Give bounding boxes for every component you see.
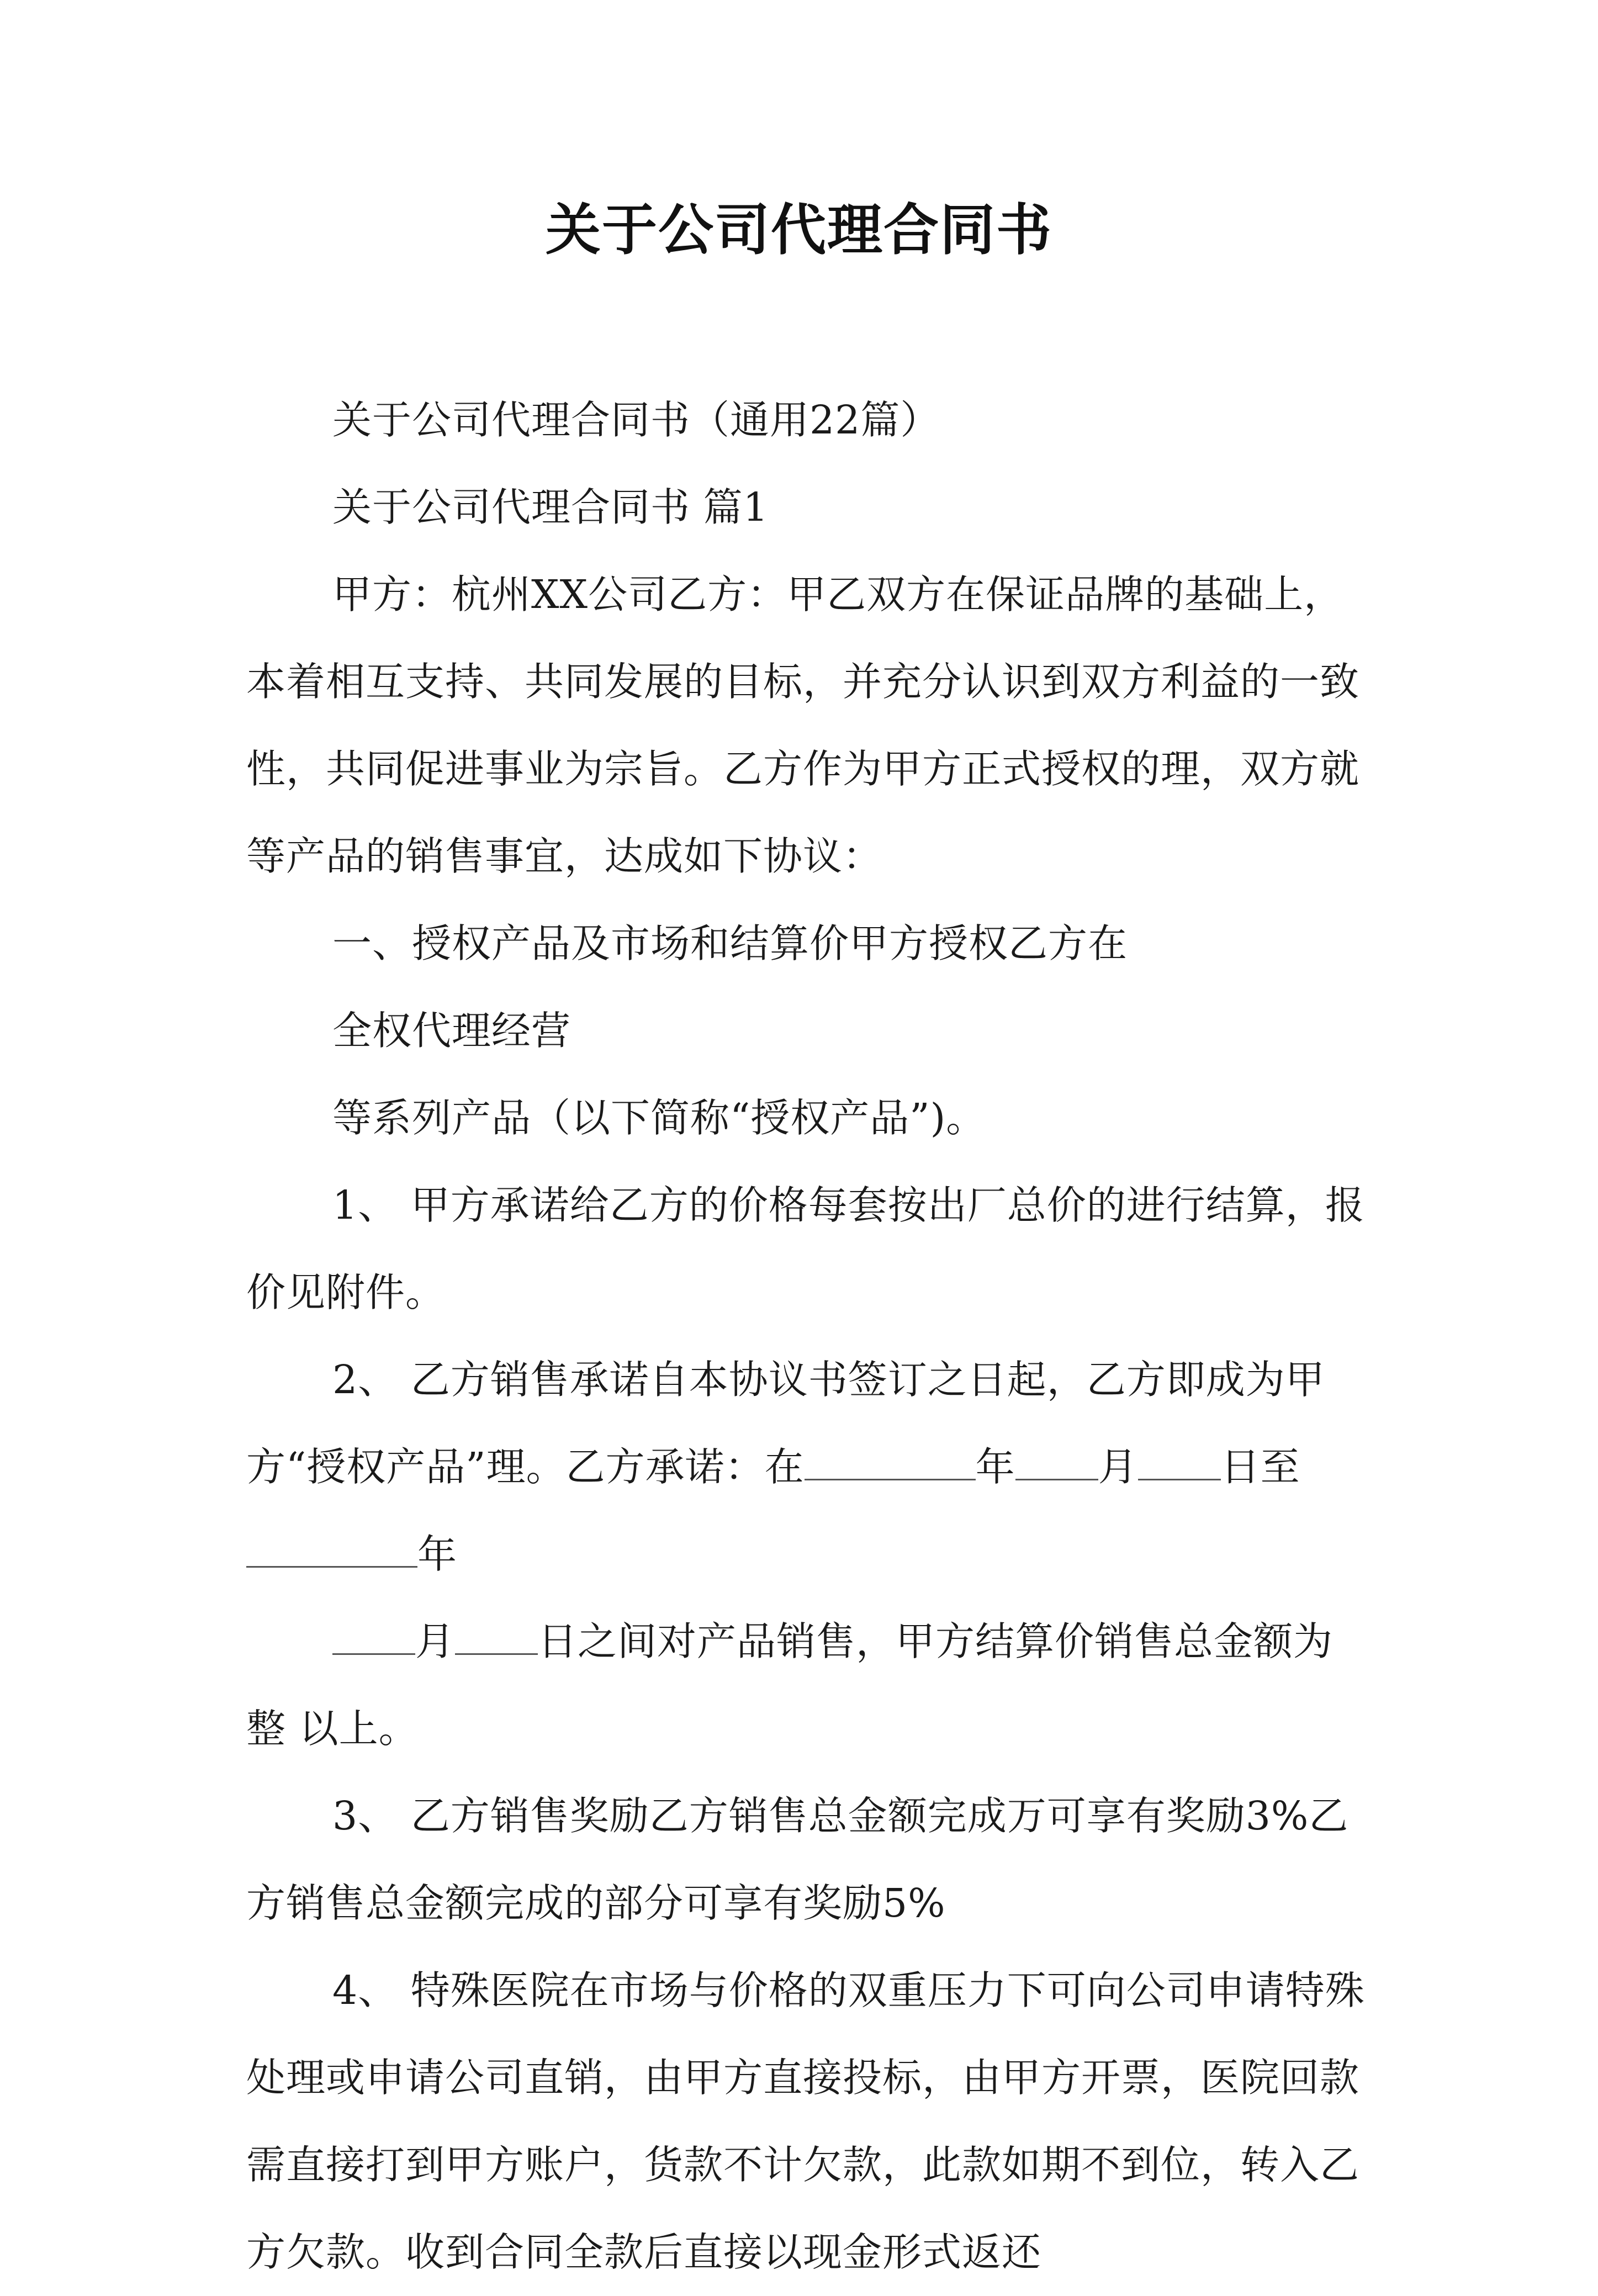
paragraph-item-3: 3、 乙方销售奖励乙方销售总金额完成万可享有奖励3%乙方销售总金额完成的部分可享有奖励5%	[246, 1793, 1349, 1926]
paragraph-item-1: 1、 甲方承诺给乙方的价格每套按出厂总价的进行结算，报价见附件。	[246, 1182, 1365, 1315]
blank-line	[246, 1533, 417, 1568]
paragraph-item-2	[246, 1336, 1369, 1598]
item-2-sales-text: 日之间对产品销售，甲方结算价销售总金额为 整 以上。	[246, 1618, 1334, 1752]
blank-line	[1015, 1446, 1098, 1480]
item-2-month-end: 月	[415, 1618, 456, 1664]
paragraph-item-4: 4、 特殊医院在市场与价格的双重压力下可向公司申请特殊处理或申请公司直销，由甲方直接投标，由甲方开票，医院回款需直接打到甲方账户，货款不计欠款，此款如期不到位，转入乙方欠款。收到合同全款后直接以现金形式返还	[246, 1967, 1365, 2275]
document-title: 关于公司代理合同书	[546, 198, 1052, 262]
blank-line	[805, 1446, 976, 1480]
paragraph-parties: 甲方：杭州XX公司乙方：甲乙双方在保证品牌的基础上，本着相互支持、共同发展的目标，并充分认识到双方利益的一致性，共同促进事业为宗旨。乙方作为甲方正式授权的理，双方就等产品的销售事宜，达成如下协议：	[246, 572, 1360, 879]
blank-line	[455, 1620, 538, 1655]
blank-line	[1138, 1446, 1221, 1480]
item-2-text: 2、 乙方销售承诺自本协议书签订之日起，乙方即成为甲方“授权产品”理。乙方承诺：在	[246, 1357, 1325, 1490]
blank-line	[332, 1620, 415, 1655]
item-2-year: 年	[975, 1444, 1015, 1490]
item-2-year-end: 年	[417, 1531, 458, 1577]
section-heading: 关于公司代理合同书 篇1	[332, 484, 769, 530]
document-subtitle: 关于公司代理合同书（通用22篇）	[332, 397, 940, 443]
document-body	[246, 377, 1369, 2296]
paragraph-clause-one: 一、授权产品及市场和结算价甲方授权乙方在	[332, 920, 1128, 966]
item-2-month: 月	[1098, 1444, 1138, 1490]
item-2-day-to: 日至	[1220, 1444, 1300, 1490]
paragraph-full-agency: 全权代理经营	[332, 1008, 572, 1054]
paragraph-products: 等系列产品（以下简称“授权产品”)。	[332, 1095, 986, 1141]
paragraph-item-2-continued	[246, 1598, 1369, 1773]
